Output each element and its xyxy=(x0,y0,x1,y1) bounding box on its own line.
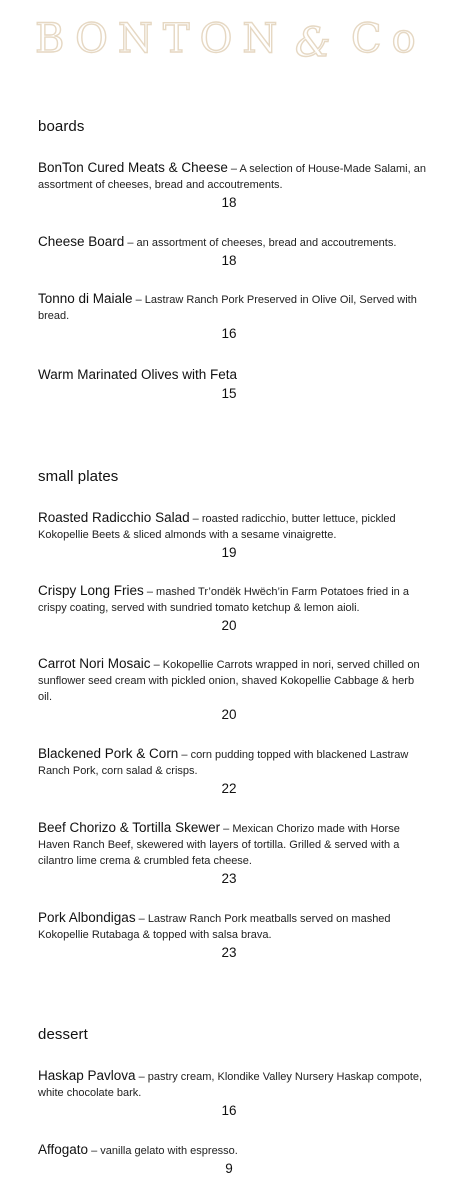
item-description: vanilla gelato with espresso. xyxy=(100,1145,238,1157)
section-title: dessert xyxy=(38,1026,88,1043)
item-name: Tonno di Maiale xyxy=(38,291,133,306)
menu-item: Carrot Nori Mosaic – Kokopellie Carrots wrapped in nori, served chilled on sunflower seed cream with pickled onion, shaved Kokopellie Cabbage & herb oil. 20 xyxy=(38,656,428,724)
menu-item: Beef Chorizo & Tortilla Skewer – Mexican Chorizo made with Horse Haven Ranch Beef, skewered with layers of tortilla. Grilled & served with a cilantro lime crema & crumbled feta cheese. 23 xyxy=(38,820,428,888)
item-price: 18 xyxy=(221,253,237,268)
item-description: mashed Tr’ondëk Hwëch’in Farm Potatoes fried in a crispy coating, served with sundried tomato ketchup & lemon aioli. xyxy=(38,586,409,614)
menu-item: Haskap Pavlova – pastry cream, Klondike Valley Nursery Haskap compote, white chocolate bark. 16 xyxy=(38,1068,428,1120)
item-name: Cheese Board xyxy=(38,234,125,249)
item-price: 9 xyxy=(225,1161,233,1176)
item-name: Haskap Pavlova xyxy=(38,1068,136,1083)
menu-item: Pork Albondigas – Lastraw Ranch Pork meatballs served on mashed Kokopellie Rutabaga & topped with salsa brava. 23 xyxy=(38,910,428,962)
item-price: 20 xyxy=(221,707,237,722)
menu-item: Roasted Radicchio Salad – roasted radicchio, butter lettuce, pickled Kokopellie Beets & sliced almonds with a sesame vinaigrette. 19 xyxy=(38,510,428,562)
item-price: 16 xyxy=(221,1103,237,1118)
item-description: an assortment of cheeses, bread and accoutrements. xyxy=(136,237,397,249)
menu-item: Crispy Long Fries – mashed Tr’ondëk Hwëch’in Farm Potatoes fried in a crispy coating, served with sundried tomato ketchup & lemon aioli. 20 xyxy=(38,583,428,635)
menu-item: Blackened Pork & Corn – corn pudding topped with blackened Lastraw Ranch Pork, corn salad & crisps. 22 xyxy=(38,746,428,798)
item-name: Carrot Nori Mosaic xyxy=(38,656,151,671)
section-title: boards xyxy=(38,118,85,135)
menu-item: BonTon Cured Meats & Cheese – A selection of House-Made Salami, an assortment of cheeses, bread and accoutrements. 18 xyxy=(38,160,428,212)
item-price: 23 xyxy=(221,945,237,960)
item-name: BonTon Cured Meats & Cheese xyxy=(38,160,228,175)
brand-logo xyxy=(0,10,465,66)
item-description: Mexican Chorizo made with Horse Haven Ranch Beef, skewered with layers of tortilla. Grilled & served with a cilantro lime crema & crumbled feta cheese. xyxy=(38,823,400,867)
item-name: Beef Chorizo & Tortilla Skewer xyxy=(38,820,221,835)
item-name: Pork Albondigas xyxy=(38,910,136,925)
item-name: Crispy Long Fries xyxy=(38,583,144,598)
brand-co: Co xyxy=(350,16,426,62)
item-description: roasted radicchio, butter lettuce, pickled Kokopellie Beets & sliced almonds with a sesame vinaigrette. xyxy=(38,513,396,541)
item-price: 23 xyxy=(221,871,237,886)
item-description: Lastraw Ranch Pork meatballs served on mashed Kokopellie Rutabaga & topped with salsa brava. xyxy=(38,913,391,941)
menu-item: Tonno di Maiale – Lastraw Ranch Pork Preserved in Olive Oil, Served with bread. 16 xyxy=(38,291,428,343)
item-description: A selection of House-Made Salami, an assortment of cheeses, bread and accoutrements. xyxy=(38,163,426,191)
item-name: Warm Marinated Olives with Feta xyxy=(38,367,238,382)
menu-item: Affogato – vanilla gelato with espresso. 9 xyxy=(38,1142,428,1178)
item-price: 19 xyxy=(221,545,237,560)
item-name: Affogato xyxy=(38,1142,89,1157)
item-price: 15 xyxy=(221,386,237,401)
item-price: 20 xyxy=(221,618,237,633)
brand-main: BONTON xyxy=(34,16,287,62)
item-price: 22 xyxy=(221,781,237,796)
item-description: corn pudding topped with blackened Lastraw Ranch Pork, corn salad & crisps. xyxy=(38,749,409,777)
item-description: Lastraw Ranch Pork Preserved in Olive Oil, Served with bread. xyxy=(38,294,417,322)
section-title: small plates xyxy=(38,468,119,485)
menu-item xyxy=(38,367,428,403)
section-boards xyxy=(38,118,428,135)
item-name: Blackened Pork & Corn xyxy=(38,746,179,761)
brand-wordmark xyxy=(33,10,433,66)
brand-ampersand: & xyxy=(294,20,331,66)
menu-item: Cheese Board – an assortment of cheeses, bread and accoutrements. 18 xyxy=(38,234,428,270)
section-small-plates xyxy=(38,468,428,485)
item-price: 18 xyxy=(221,195,237,210)
item-price: 16 xyxy=(221,326,237,341)
item-description: Kokopellie Carrots wrapped in nori, served chilled on sunflower seed cream with pickled onion, shaved Kokopellie Cabbage & herb oil. xyxy=(38,659,420,703)
section-dessert xyxy=(38,1026,428,1043)
item-description: pastry cream, Klondike Valley Nursery Haskap compote, white chocolate bark. xyxy=(38,1071,423,1099)
item-name: Roasted Radicchio Salad xyxy=(38,510,190,525)
